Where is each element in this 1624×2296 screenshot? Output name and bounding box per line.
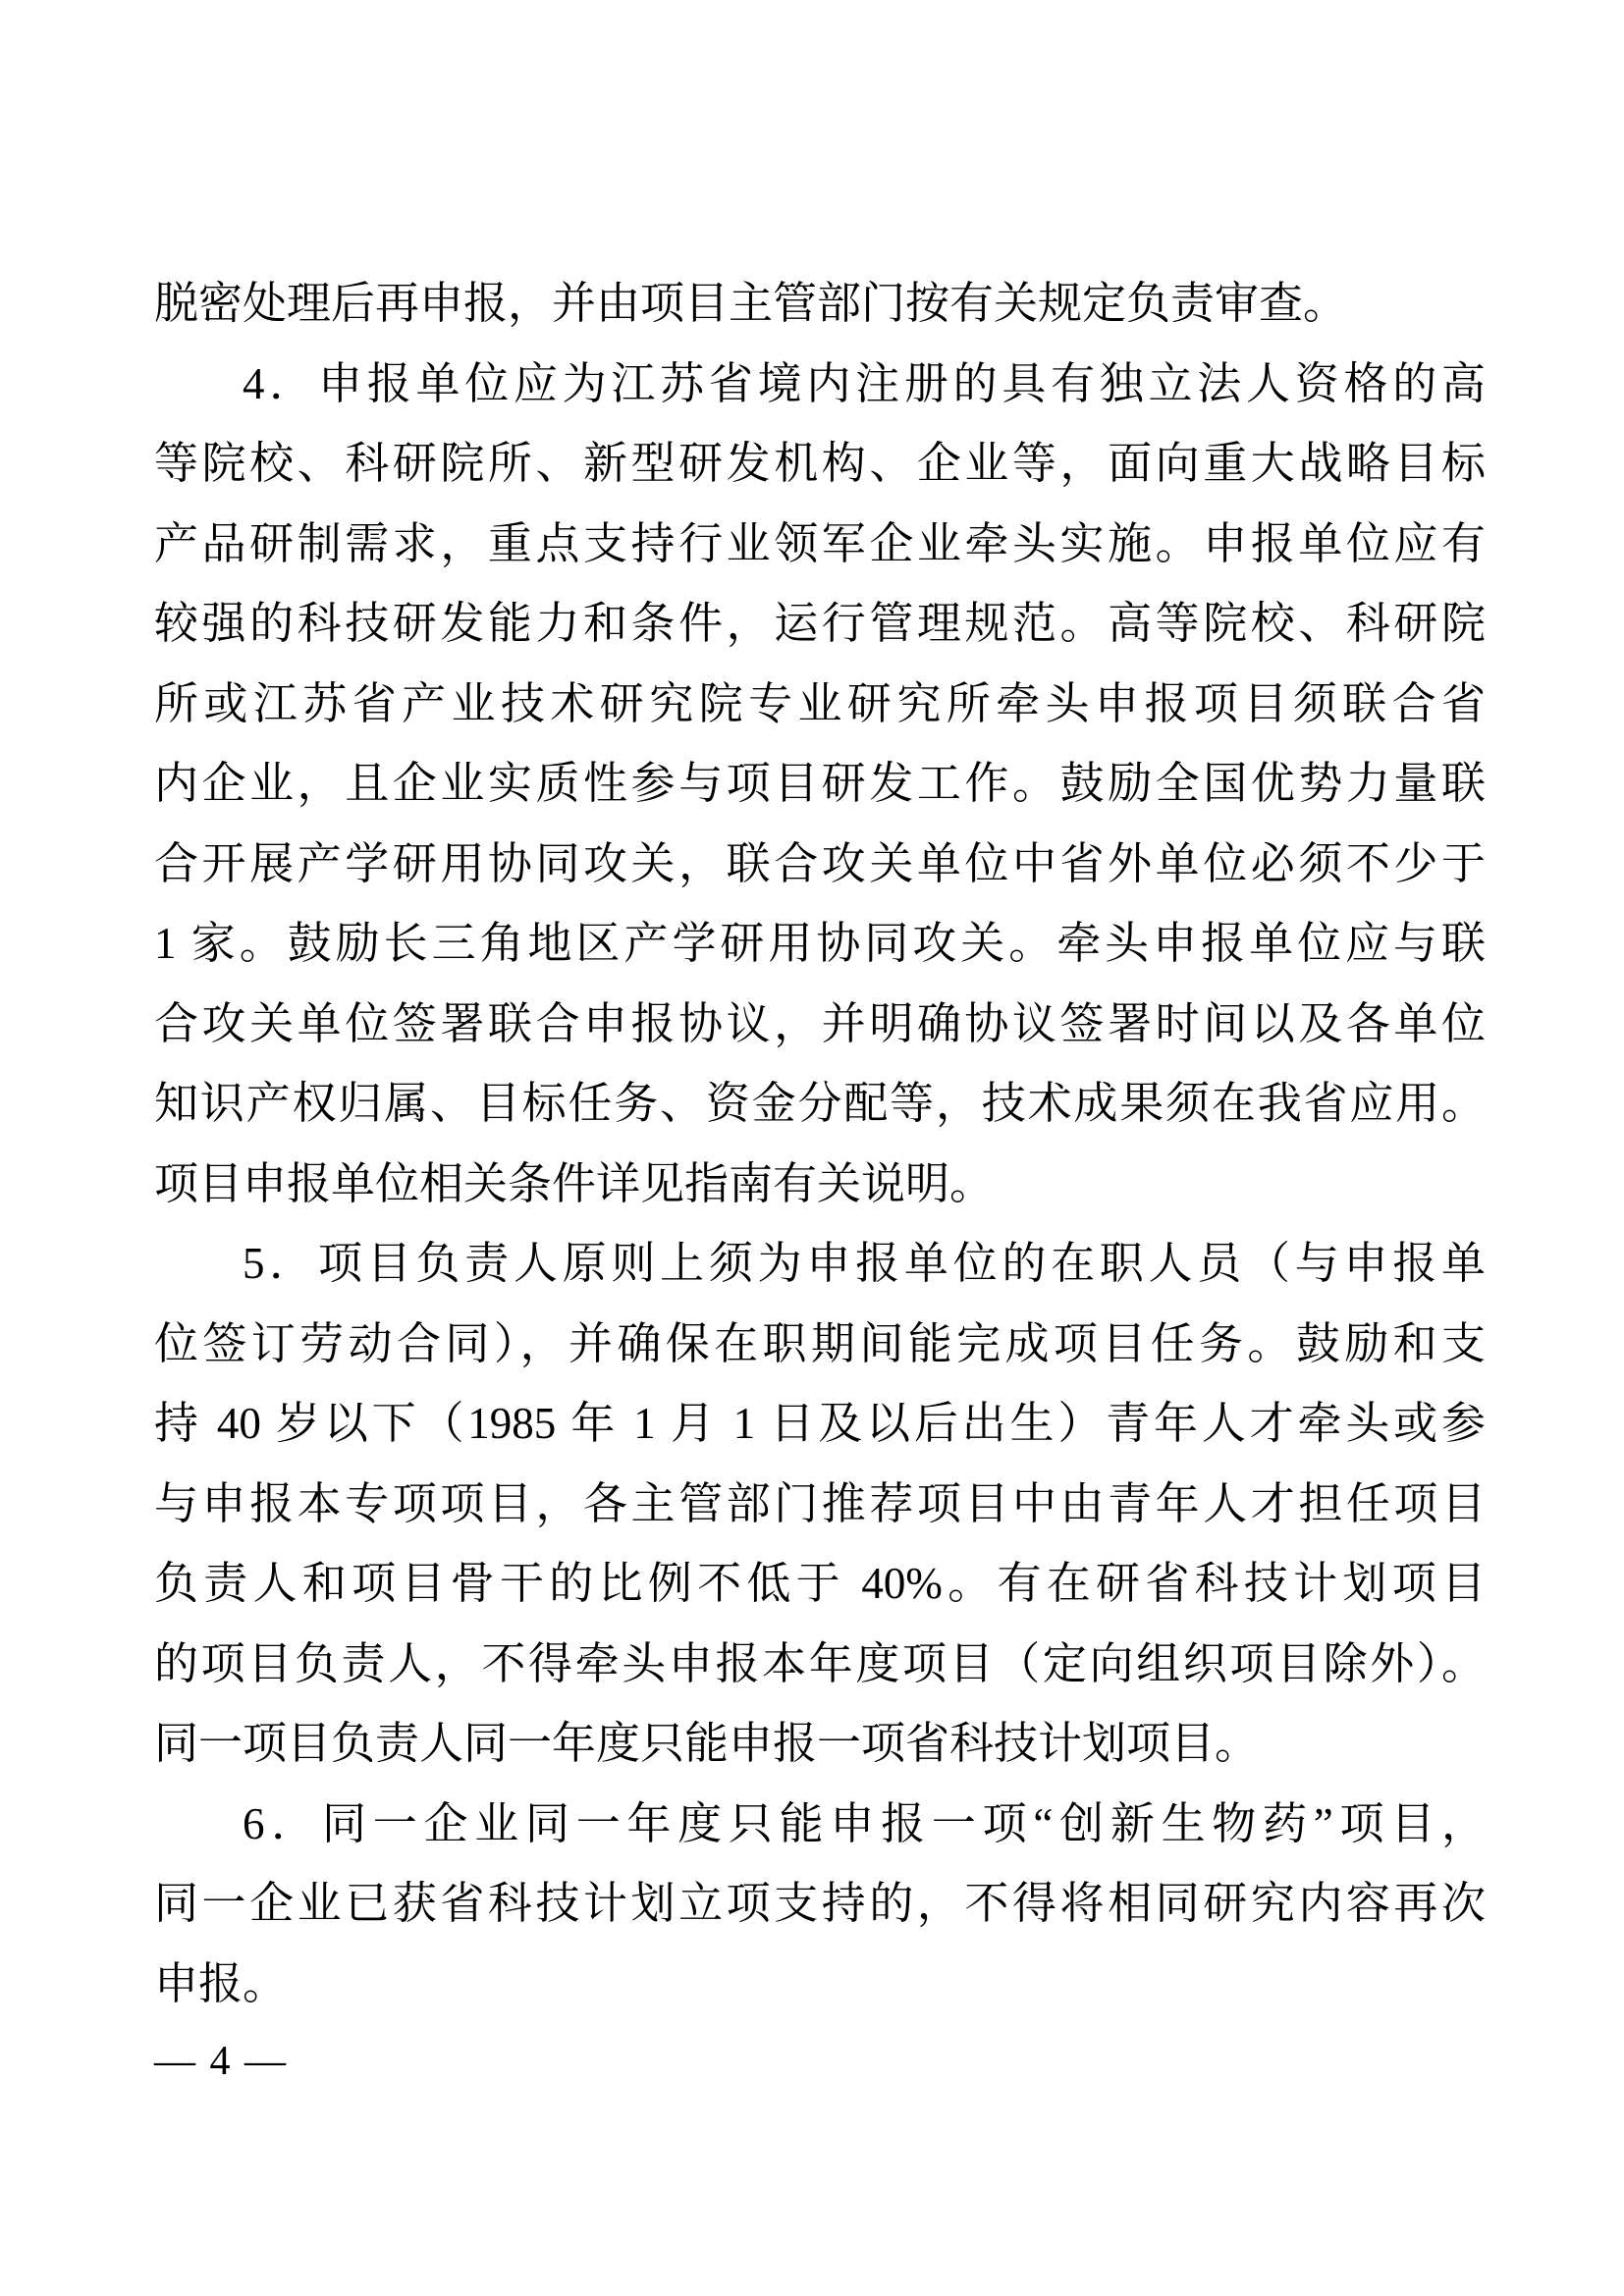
text-line: 4．申报单位应为江苏省境内注册的具有独立法人资格的高 <box>243 358 1486 408</box>
text-line: 内企业，且企业实质性参与项目研发工作。鼓励全国优势力量联 <box>154 759 1486 808</box>
text-line: 同一企业已获省科技计划立项支持的，不得将相同研究内容再次 <box>154 1879 1486 1928</box>
page-number: — 4 — <box>154 2039 288 2084</box>
text-line: 5．项目负责人原则上须为申报单位的在职人员（与申报单 <box>243 1239 1486 1288</box>
text-line: 合开展产学研用协同攻关，联合攻关单位中省外单位必须不少于 <box>154 838 1486 888</box>
text-line: 持 40 岁以下（1985 年 1 月 1 日及以后出生）青年人才牵头或参 <box>154 1399 1486 1448</box>
text-line: 位签订劳动合同），并确保在职期间能完成项目任务。鼓励和支 <box>154 1318 1486 1368</box>
text-line: 等院校、科研院所、新型研发机构、企业等，面向重大战略目标 <box>154 439 1486 488</box>
text-line: 产品研制需求，重点支持行业领军企业牵头实施。申报单位应有 <box>154 518 1486 568</box>
text-line: 负责人和项目骨干的比例不低于 40%。有在研省科技计划项目 <box>154 1559 1486 1608</box>
text-line: 1 家。鼓励长三角地区产学研用协同攻关。牵头申报单位应与联 <box>154 919 1486 968</box>
text-line: 所或江苏省产业技术研究院专业研究所牵头申报项目须联合省 <box>154 678 1486 728</box>
text-line: 脱密处理后再申报，并由项目主管部门按有关规定负责审查。 <box>154 279 1348 328</box>
text-line: 的项目负责人，不得牵头申报本年度项目（定向组织项目除外）。 <box>154 1638 1486 1688</box>
text-line: 申报。 <box>154 1958 288 2008</box>
text-line: 合攻关单位签署联合申报协议，并明确协议签署时间以及各单位 <box>154 998 1486 1048</box>
text-line: 项目申报单位相关条件详见指南有关说明。 <box>154 1158 995 1208</box>
text-line: 同一项目负责人同一年度只能申报一项省科技计划项目。 <box>154 1719 1260 1768</box>
text-line: 知识产权归属、目标任务、资金分配等，技术成果须在我省应用。 <box>154 1079 1486 1128</box>
text-line: 与申报本专项项目，各主管部门推荐项目中由青年人才担任项目 <box>154 1478 1486 1528</box>
text-line: 较强的科技研发能力和条件，运行管理规范。高等院校、科研院 <box>154 599 1486 648</box>
text-line: 6．同一企业同一年度只能申报一项“创新生物药”项目， <box>243 1798 1486 1848</box>
document-body <box>154 264 1486 2024</box>
